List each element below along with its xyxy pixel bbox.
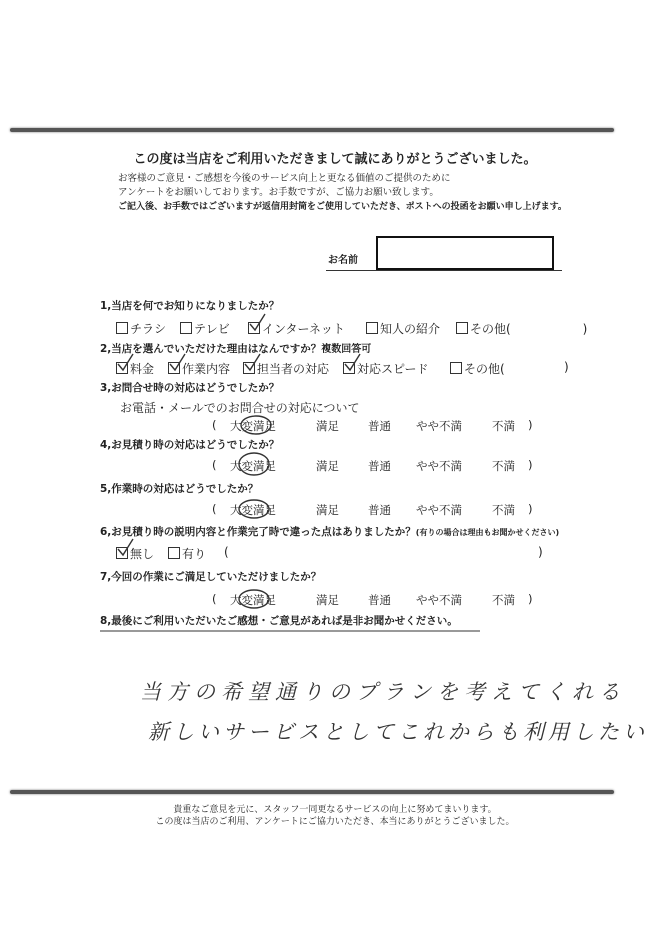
q2-speed-checkmark-icon (343, 352, 363, 374)
q5-rating-somewhat-dissatisfied[interactable]: やや不満 (416, 503, 462, 517)
q1-option-other[interactable] (456, 320, 587, 337)
q4-rating-dissatisfied[interactable]: 不満 (492, 459, 515, 473)
q3-rating-dissatisfied[interactable]: 不満 (492, 419, 515, 433)
q6-reason-field[interactable] (234, 545, 534, 559)
q6-reason-close: ) (538, 545, 543, 559)
question-3-sub: お電話・メールでのお問合せの対応について (120, 401, 360, 415)
q2-other-checkbox[interactable] (450, 362, 462, 374)
name-underline (326, 270, 562, 271)
question-3-label: 3,お問合せ時の対応はどうでしたか？ (100, 382, 280, 394)
question-6-label (100, 524, 559, 539)
intro-line-1: お客様のご意見・ご感想を今後のサービス向上と更なる価値のご提供のために (118, 173, 451, 184)
q3-rating-satisfied[interactable]: 満足 (316, 419, 339, 433)
footer-line-2: この度は当店のご利用、アンケートにご協力いただき、本当にありがとうございました。 (155, 817, 515, 827)
q6-option-yes[interactable] (168, 545, 206, 562)
q3-rating-open: ( (212, 418, 217, 432)
q6-none-checkmark-icon (116, 537, 136, 559)
q1-flyer-checkbox[interactable] (116, 322, 128, 334)
q1-flyer-label: チラシ (130, 322, 167, 336)
question-5-label: 5,作業時の対応はどうでしたか？ (100, 483, 259, 495)
q2-other-label: その他( (464, 362, 505, 376)
question-2-label (100, 340, 371, 356)
q4-rating-close: ) (528, 458, 533, 472)
q1-referral-label: 知人の紹介 (380, 322, 441, 336)
q6-none-label: 無し (130, 547, 155, 561)
q7-rating-very-satisfied[interactable]: 大変満足 (230, 593, 276, 607)
q5-rating-close: ) (528, 502, 533, 516)
q3-rating-very-satisfied[interactable]: 大変満足 (230, 419, 276, 433)
q3-rating-normal[interactable]: 普通 (368, 419, 391, 433)
q6-reason-open: ( (224, 545, 229, 559)
intro-line-2: アンケートをお願いしております。お手数ですが、ご協力お願い致します。 (118, 187, 439, 198)
question-4-label: 4,お見積り時の対応はどうでしたか？ (100, 439, 280, 451)
q1-option-referral[interactable] (366, 320, 440, 337)
q2-staff-checkmark-icon (243, 352, 263, 374)
q1-referral-checkbox[interactable] (366, 322, 378, 334)
q2-price-label: 料金 (130, 362, 155, 376)
intro-line-3: ご記入後、お手数ではございますが返信用封筒をご使用していただき、ポストへの投函をお願い申し上げます。 (118, 202, 567, 212)
top-divider (10, 128, 614, 132)
q2-work-checkmark-icon (168, 352, 188, 374)
q2-work-label: 作業内容 (182, 362, 231, 376)
comment-line-1: 当方の希望通りのプランを考えてくれる (140, 680, 626, 704)
question-6-text: 6,お見積り時の説明内容と作業完了時で違った点はありましたか？ (100, 526, 416, 538)
q1-option-flyer[interactable] (116, 320, 166, 337)
q7-rating-satisfied[interactable]: 満足 (316, 593, 339, 607)
q2-other-close: ) (564, 360, 569, 374)
q5-selection-circle-icon (234, 496, 274, 522)
q4-rating-satisfied[interactable]: 満足 (316, 459, 339, 473)
question-2-text: 2,当店を選んでいただけた理由はなんですか？ (100, 343, 322, 355)
q5-rating-normal[interactable]: 普通 (368, 503, 391, 517)
bottom-divider (10, 790, 614, 794)
q1-tv-label: テレビ (194, 322, 230, 336)
q7-rating-normal[interactable]: 普通 (368, 593, 391, 607)
question-7-label: 7,今回の作業にご満足していただけましたか？ (100, 571, 322, 583)
question-2-note: 複数回答可 (321, 344, 372, 355)
q2-option-other[interactable] (450, 360, 505, 377)
comment-line-2: 新しいサービスとしてこれからも利用したい (148, 720, 648, 744)
q3-selection-circle-icon (236, 412, 276, 438)
q6-yes-checkbox[interactable] (168, 547, 180, 559)
q3-rating-close: ) (528, 418, 533, 432)
footer-line-1: 貴重なご意見を元に、スタッフ一同更なるサービスの向上に努めてまいります。 (173, 805, 497, 815)
q1-internet-checkmark-icon (248, 312, 268, 334)
q2-price-checkmark-icon (116, 352, 136, 374)
q7-rating-somewhat-dissatisfied[interactable]: やや不満 (416, 593, 462, 607)
q1-tv-checkbox[interactable] (180, 322, 192, 334)
q7-rating-open: ( (212, 592, 217, 606)
q3-rating-somewhat-dissatisfied[interactable]: やや不満 (416, 419, 462, 433)
q7-selection-circle-icon (234, 586, 274, 612)
q8-underline (100, 630, 480, 632)
name-label: お名前 (328, 255, 358, 266)
question-1-label: 1,当店を何でお知りになりましたか？ (100, 300, 280, 312)
q7-rating-close: ) (528, 592, 533, 606)
q2-speed-label: 対応スピード (357, 362, 429, 376)
q4-rating-somewhat-dissatisfied[interactable]: やや不満 (416, 459, 462, 473)
q5-rating-open: ( (212, 502, 217, 516)
q1-option-tv[interactable] (180, 320, 230, 337)
q7-rating-dissatisfied[interactable]: 不満 (492, 593, 515, 607)
q5-rating-very-satisfied[interactable]: 大変満足 (230, 503, 276, 517)
question-8-label: 8,最後にご利用いただいたご感想・ご意見があれば是非お聞かせください。 (100, 615, 458, 627)
q5-rating-satisfied[interactable]: 満足 (316, 503, 339, 517)
q1-internet-label: インターネット (262, 322, 345, 336)
q1-other-label: その他( ) (470, 322, 588, 336)
q4-rating-very-satisfied[interactable]: 大変満足 (230, 459, 276, 473)
q5-rating-dissatisfied[interactable]: 不満 (492, 503, 515, 517)
q4-rating-open: ( (212, 458, 217, 472)
page-title: この度は当店をご利用いただきまして誠にありがとうございました。 (133, 152, 537, 167)
q2-staff-label: 担当者の対応 (257, 362, 330, 376)
q6-yes-label: 有り (182, 547, 207, 561)
q1-other-checkbox[interactable] (456, 322, 468, 334)
name-field[interactable] (376, 236, 554, 270)
q4-rating-normal[interactable]: 普通 (368, 459, 391, 473)
q4-selection-circle-icon (234, 450, 274, 478)
question-6-note: (有りの場合は理由もお聞かせください) (415, 528, 560, 537)
